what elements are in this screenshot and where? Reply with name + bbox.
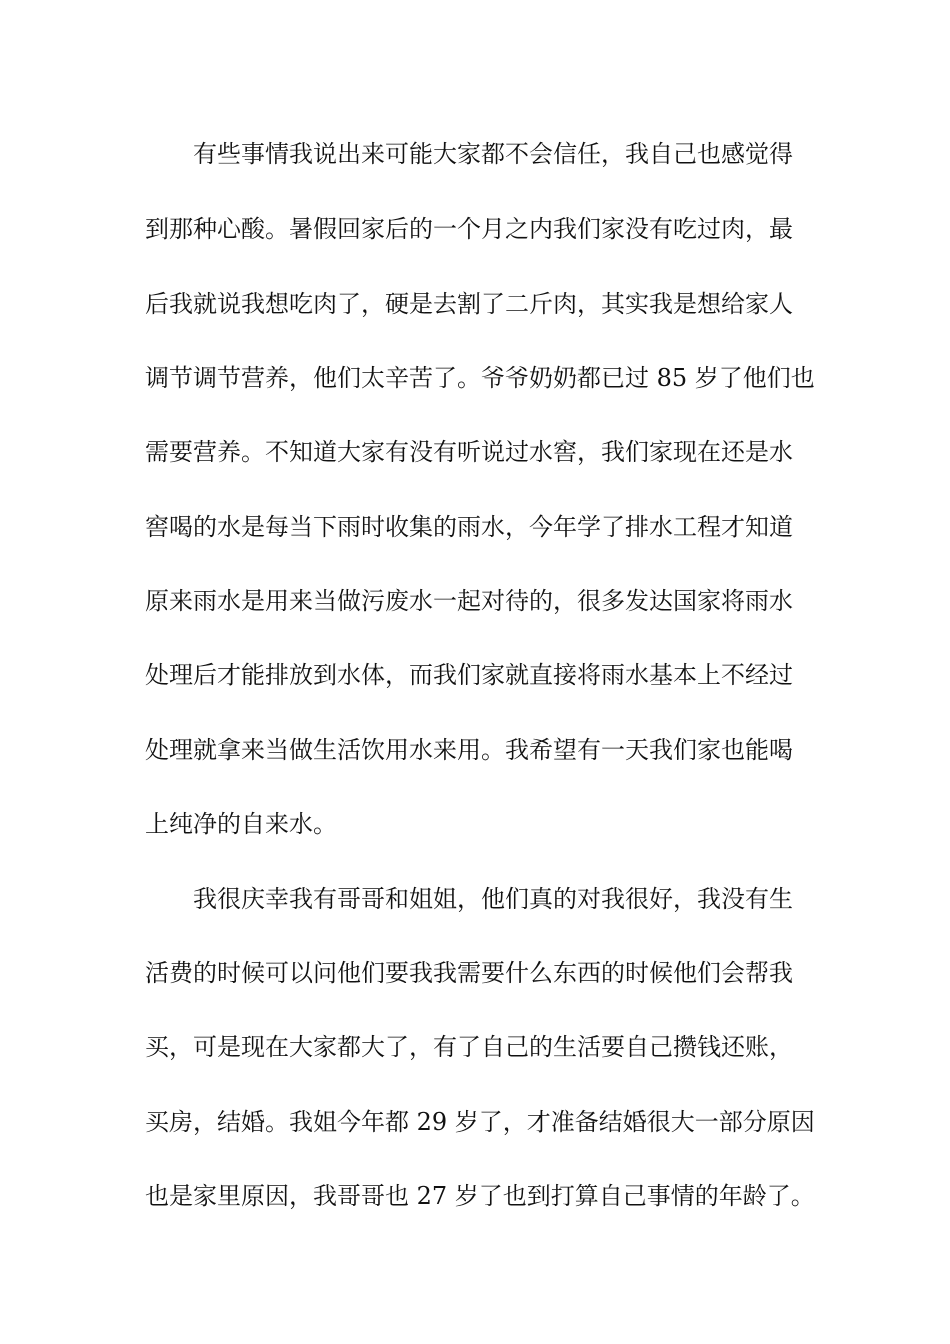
text-line: 窖喝的水是每当下雨时收集的雨水，今年学了排水工程才知道: [145, 513, 793, 541]
text-line: 有些事情我说出来可能大家都不会信任，我自己也感觉得: [193, 140, 793, 168]
text-line: 我很庆幸我有哥哥和姐姐，他们真的对我很好，我没有生: [193, 885, 793, 913]
text-line: 原来雨水是用来当做污废水一起对待的，很多发达国家将雨水: [145, 587, 793, 615]
text-line: 需要营养。不知道大家有没有听说过水窖，我们家现在还是水: [145, 438, 793, 466]
text-line: 上纯净的自来水。: [145, 810, 337, 838]
text-line: 到那种心酸。暑假回家后的一个月之内我们家没有吃过肉，最: [145, 215, 793, 243]
text-line: 调节调节营养，他们太辛苦了。爷爷奶奶都已过 85 岁了他们也: [145, 364, 815, 392]
text-line: 处理就拿来当做生活饮用水来用。我希望有一天我们家也能喝: [145, 736, 793, 764]
text-line: 也是家里原因，我哥哥也 27 岁了也到打算自己事情的年龄了。: [145, 1182, 815, 1210]
text-line: 买房，结婚。我姐今年都 29 岁了，才准备结婚很大一部分原因: [145, 1108, 815, 1136]
text-line: 活费的时候可以问他们要我我需要什么东西的时候他们会帮我: [145, 959, 793, 987]
text-line: 处理后才能排放到水体，而我们家就直接将雨水基本上不经过: [145, 661, 793, 689]
text-line: 买，可是现在大家都大了，有了自己的生活要自己攒钱还账，: [145, 1033, 793, 1061]
text-line: 后我就说我想吃肉了，硬是去割了二斤肉，其实我是想给家人: [145, 290, 793, 318]
